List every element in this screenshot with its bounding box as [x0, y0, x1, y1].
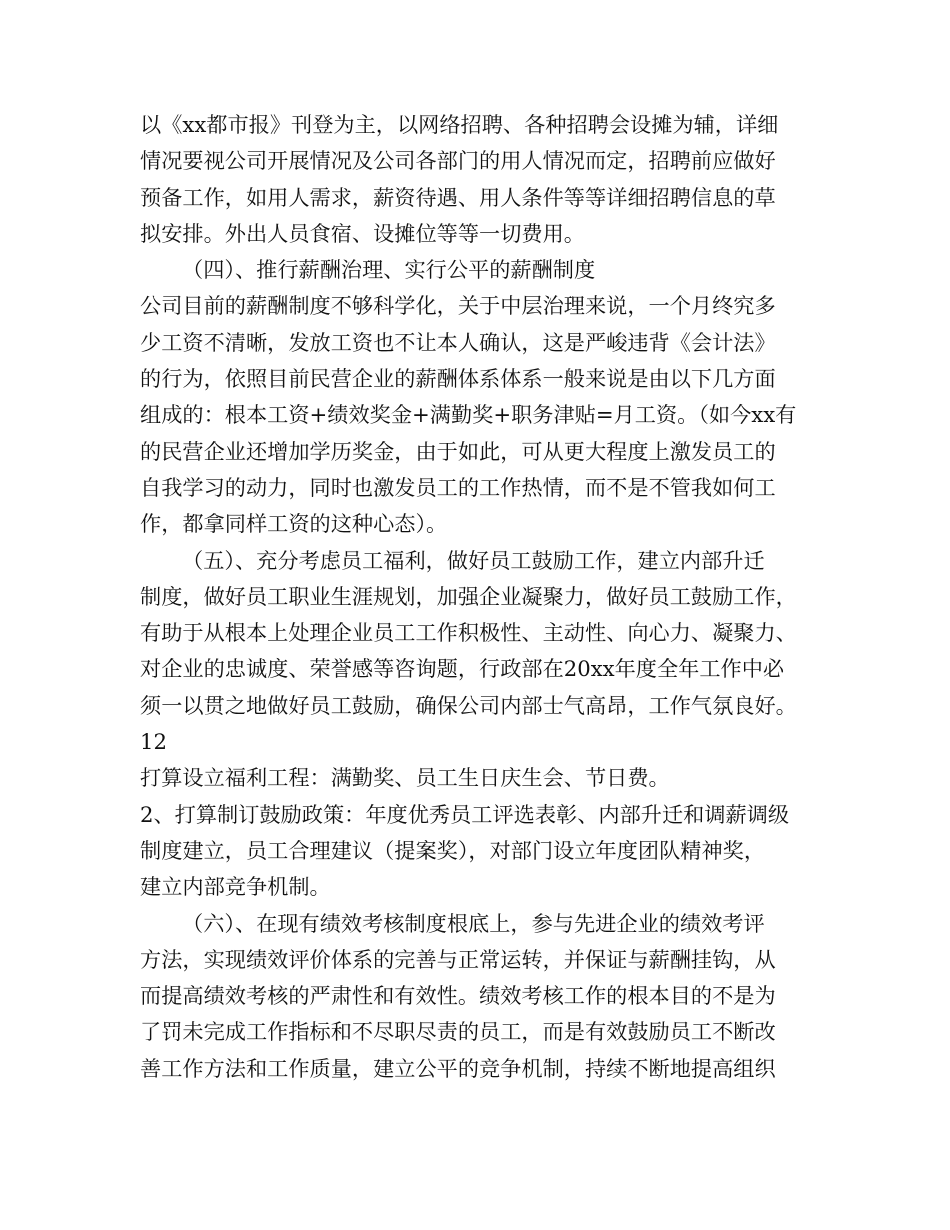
text-line: 制度，做好员工职业生涯规划，加强企业凝聚力，做好员工鼓励工作，: [140, 583, 797, 609]
text-line: 对企业的忠诚度、荣誉感等咨询题，行政部在20xx年度全年工作中必: [140, 656, 785, 682]
text-line: 公司目前的薪酬制度不够科学化，关于中层治理来说，一个月终究多: [140, 293, 776, 319]
section-heading: （四）、推行薪酬治理、实行公平的薪酬制度: [182, 257, 596, 283]
text-line: 而提高绩效考核的严肃性和有效性。绩效考核工作的根本目的不是为: [140, 983, 776, 1009]
text-line: 了罚未完成工作指标和不尽职尽责的员工，而是有效鼓励员工不断改: [140, 1019, 776, 1045]
text-line: 以《xx都市报》刊登为主，以网络招聘、各种招聘会设摊为辅，详细: [140, 112, 779, 137]
text-line: 制度建立，员工合理建议（提案奖），对部门设立年度团队精神奖，: [140, 837, 766, 863]
text-line: 建立内部竞争机制。: [140, 874, 331, 900]
text-line: 须一以贯之地做好员工鼓励，确保公司内部士气高昂，工作气氛良好。: [140, 692, 797, 718]
text-line: 自我学习的动力，同时也激发员工的工作热情，而不是不管我如何工: [140, 474, 776, 500]
paragraph-start: （六）、在现有绩效考核制度根底上，参与先进企业的绩效考评: [182, 910, 765, 936]
text-line: 作，都拿同样工资的这种心态）。: [140, 511, 448, 537]
text-line: 2、打算制订鼓励政策：年度优秀员工评选表彰、内部升迁和调薪调级: [140, 801, 790, 827]
document-body: [140, 107, 830, 1087]
text-line: 少工资不清晰，发放工资也不让本人确认，这是严峻违背《会计法》: [140, 329, 776, 355]
text-line: 方法，实现绩效评价体系的完善与正常运转，并保证与薪酬挂钩，从: [140, 946, 776, 972]
text-line: 预备工作，如用人需求，薪资待遇、用人条件等等详细招聘信息的草: [140, 184, 776, 210]
paragraph-start: （五）、充分考虑员工福利，做好员工鼓励工作，建立内部升迁: [182, 547, 765, 573]
text-line: 拟安排。外出人员食宿、设摊位等等一切费用。: [140, 220, 585, 246]
text-line: 有助于从根本上处理企业员工工作积极性、主动性、向心力、凝聚力、: [140, 620, 797, 646]
text-line: 善工作方法和工作质量，建立公平的竞争机制，持续不断地提高组织: [140, 1055, 776, 1081]
text-line: 打算设立福利工程：满勤奖、员工生日庆生会、节日费。: [140, 765, 670, 791]
text-line: 的行为，依照目前民营企业的薪酬体系体系一般来说是由以下几方面: [140, 366, 776, 392]
page-number: 12: [140, 729, 167, 755]
text-line: 组成的：根本工资+绩效奖金+满勤奖+职务津贴=月工资。（如今xx有: [140, 402, 797, 428]
text-line: 的民营企业还增加学历奖金，由于如此，可从更大程度上激发员工的: [140, 438, 776, 464]
text-line: 情况要视公司开展情况及公司各部门的用人情况而定，招聘前应做好: [140, 148, 776, 174]
